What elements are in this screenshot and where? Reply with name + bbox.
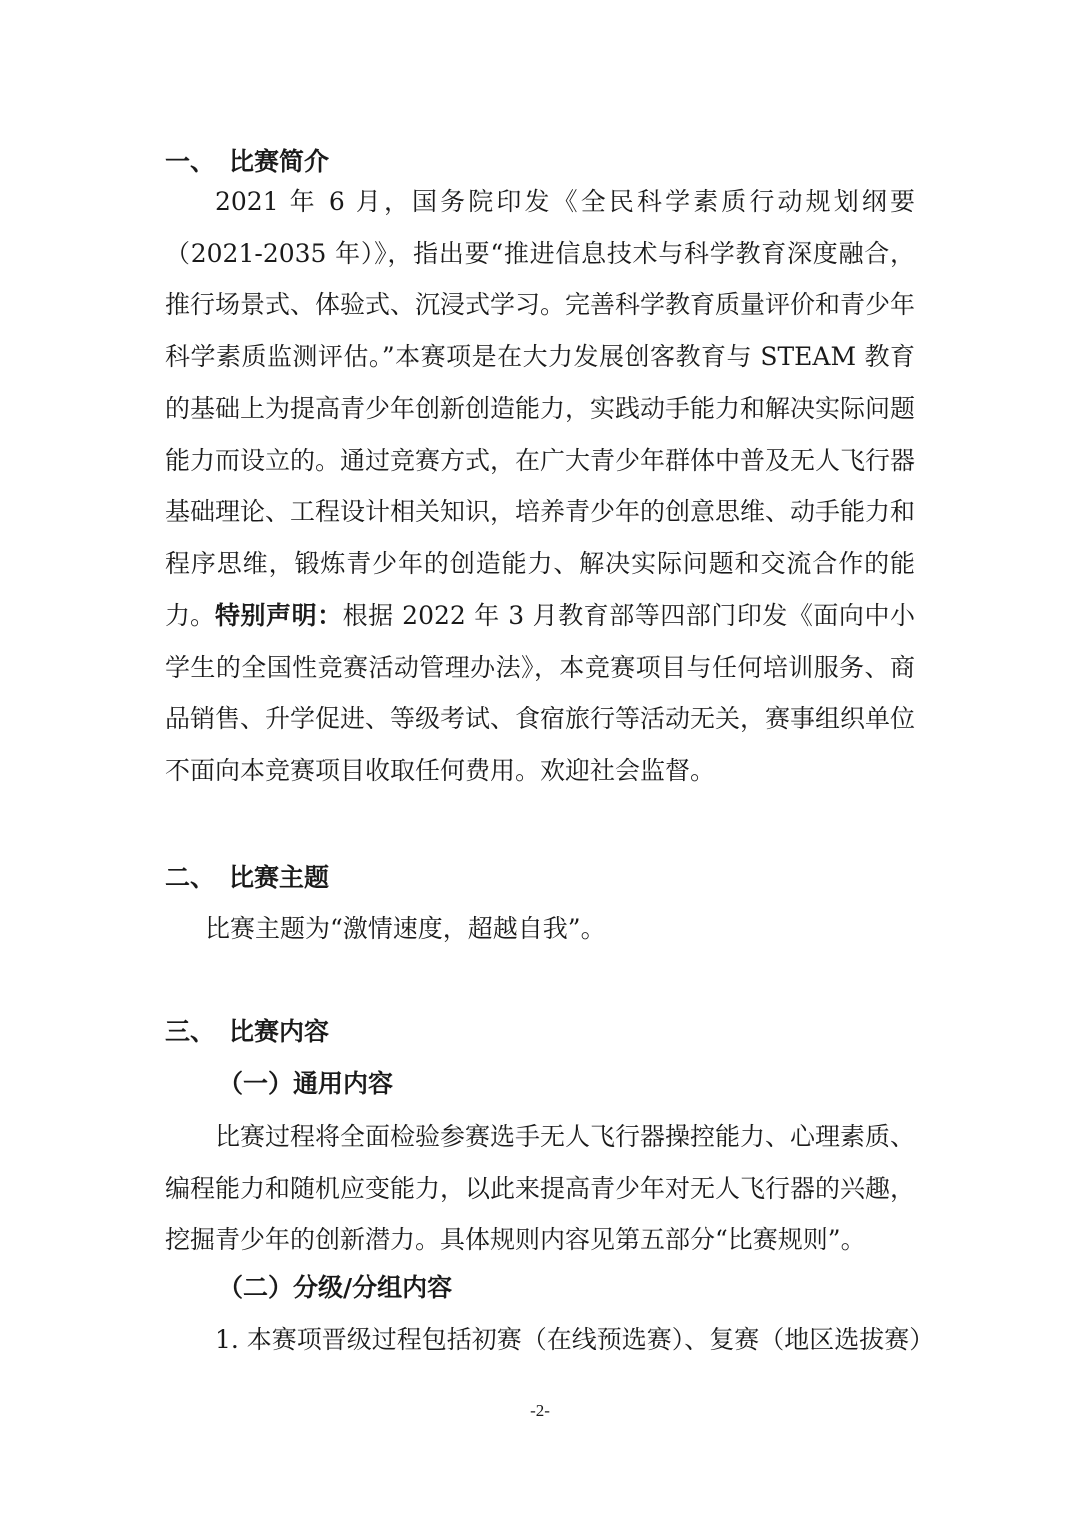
section-3-heading	[165, 1016, 329, 1048]
section-1-number: 一、	[165, 147, 216, 176]
subsection-grouping-text: 1. 本赛项晋级过程包括初赛（在线预选赛）、复赛（地区选拔赛）	[215, 1325, 935, 1354]
subsection-grouping-title: （二）分级/分组内容	[218, 1273, 453, 1302]
special-notice-text: 根据 2022 年 3 月教育部等四部门印发《面向中小学生的全国性竞赛活动管理办法》，本竞赛项目与任何培训服务、商品销售、升学促进、等级考试、食宿旅行等活动无关，赛事组织单位不面向本竞赛项目收取任何费用。欢迎社会监督。	[165, 601, 916, 786]
section-3-number: 三、	[165, 1017, 216, 1046]
section-1-title: 比赛简介	[229, 147, 330, 176]
section-2-title: 比赛主题	[229, 863, 330, 892]
page-number: -2-	[530, 1401, 550, 1420]
subsection-general-title: （一）通用内容	[218, 1069, 394, 1098]
section-3-title: 比赛内容	[229, 1017, 330, 1046]
subsection-general-text: 比赛过程将全面检验参赛选手无人飞行器操控能力、心理素质、编程能力和随机应变能力，以此来提高青少年对无人飞行器的兴趣，挖掘青少年的创新潜力。具体规则内容见第五部分“比赛规则”。	[165, 1122, 916, 1255]
section-2-text: 比赛主题为“激情速度，超越自我”。	[205, 914, 606, 943]
section-2-number: 二、	[165, 863, 216, 892]
special-notice-paragraph	[165, 590, 915, 797]
section-1-heading	[165, 146, 329, 178]
section-1-paragraph: 2021 年 6 月，国务院印发《全民科学素质行动规划纲要（2021-2035 年）》，指出要“推进信息技术与科学教育深度融合，推行场景式、体验式、沉浸式学习。完善科学教育质量评价和青少年科学素质监测评估。”本赛项是在大力发展创客教育与 STEAM 教育的基础上为提高青少年创新创造能力，实践动手能力和解决实际问题能力而设立的。通过竞赛方式，在广大青少年群体中普及无人飞行器基础理论、工程设计相关知识，培养青少年的创意思维、动手能力和程序思维，锻炼青少年的创造能力、解决实际问题和交流合作的能力。	[165, 187, 916, 630]
special-notice-label: 特别声明：	[215, 601, 343, 630]
section-2-heading	[165, 862, 329, 894]
